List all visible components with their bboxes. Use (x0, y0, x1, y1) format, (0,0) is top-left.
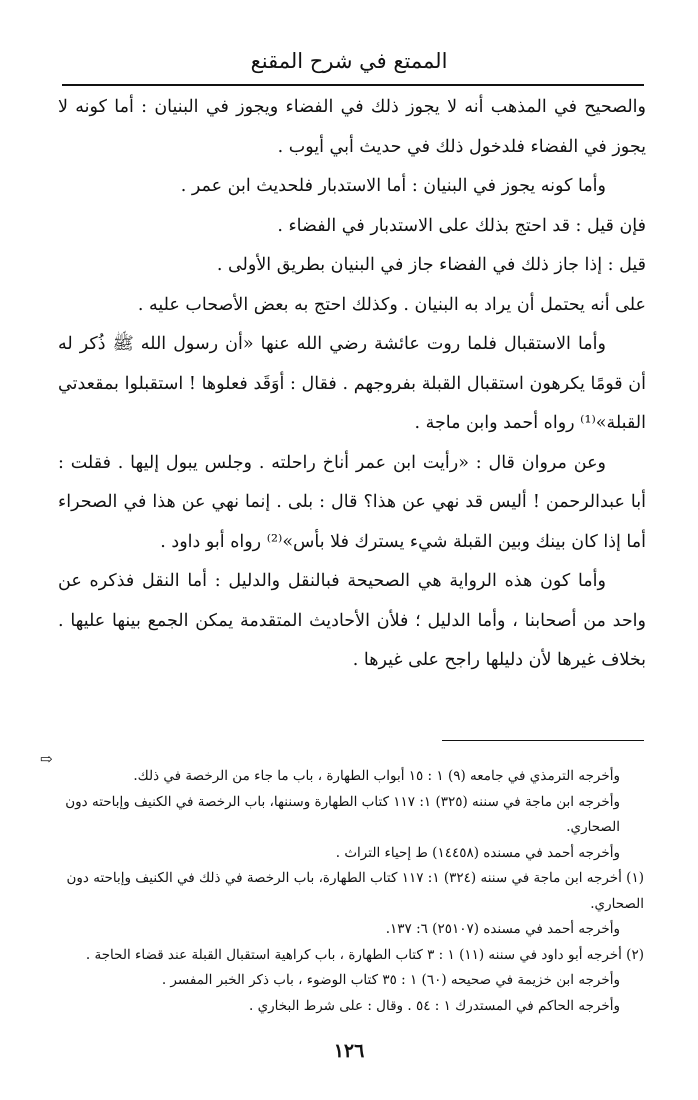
paragraph: وأما كونه يجوز في البنيان : أما الاستدبار فلحديث ابن عمر . (180, 176, 606, 196)
main-text (58, 88, 646, 681)
continuation-arrow-icon: ⇨ (40, 750, 53, 768)
paragraph: قيل : إذا جاز ذلك في الفضاء جاز في البنيان بطريق الأولى . (216, 255, 646, 275)
paragraph: والصحيح في المذهب أنه لا يجوز ذلك في الفضاء ويجوز في البنيان : أما كونه لا يجوز في الفضاء فلدخول ذلك في حديث أبي أيوب . (58, 97, 646, 157)
footnote-line: وأخرجه الحاكم في المستدرك ١ : ٥٤ . وقال : على شرط البخاري . (249, 997, 620, 1014)
footnote-rule (442, 740, 644, 741)
paragraph: وأما الاستقبال فلما روت عائشة رضي الله عنها «أن رسول الله ﷺ ذُكر له أن قومًا يكرهون استقبال القبلة بفروجهم . فقال : أوَقَد فعلوها ! استقبلوا بمقعدتي القبلة»⁽¹⁾ رواه أحمد وابن ماجة . (58, 334, 646, 433)
footnote-line: وأخرجه الترمذي في جامعه (٩) ١ : ١٥ أبواب الطهارة ، باب ما جاء من الرخصة في ذلك. (133, 768, 620, 784)
footnote-line: وأخرجه أحمد في مسنده (٢٥١٠٧) ٦: ١٣٧. (385, 921, 620, 937)
paragraph: وأما كون هذه الرواية هي الصحيحة فبالنقل والدليل : أما النقل فذكره عن واحد من أصحابنا ، وأما الدليل ؛ فلأن الأحاديث المتقدمة يمكن الجمع بينها عليها . بخلاف غيرها لأن دليلها راجح على غيرها . (58, 571, 646, 670)
footnotes (54, 764, 644, 1019)
running-header-title: الممتع في شرح المقنع (250, 49, 448, 73)
footnote-2: (٢) أخرجه أبو داود في سننه (١١) ١ : ٣ كتاب الطهارة ، باب كراهية استقبال القبلة عند قضاء الحاجة . (85, 946, 644, 963)
paragraph: وعن مروان قال : «رأيت ابن عمر أناخ راحلته . وجلس يبول إليها . فقلت : أبا عبدالرحمن ! أليس قد نهي عن هذا؟ قال : بلى . إنما نهي عن هذا في الصحراء أما إذا كان بينك وبين القبلة شيء يسترك فلا بأس»⁽²⁾ رواه أبو داود . (58, 452, 646, 552)
paragraph: على أنه يحتمل أن يراد به البنيان . وكذلك احتج به بعض الأصحاب عليه . (137, 294, 646, 315)
header-rule (62, 84, 644, 86)
footnote-line: وأخرجه أحمد في مسنده (١٤٤٥٨) ط إحياء التراث . (335, 844, 620, 861)
page-number: ١٢٦ (333, 1040, 365, 1062)
footnote-line: وأخرجه ابن ماجة في سننه (٣٢٥) ١: ١١٧ كتاب الطهارة وسننها، باب الرخصة في الكنيف وإباحته دون الصحاري. (65, 793, 620, 835)
paragraph: فإن قيل : قد احتج بذلك على الاستدبار في الفضاء . (277, 215, 646, 236)
footnote-1: (١) أخرجه ابن ماجة في سننه (٣٢٤) ١: ١١٧ كتاب الطهارة، باب الرخصة في ذلك في الكنيف وإباحته دون الصحاري. (66, 870, 644, 912)
footnote-line: وأخرجه ابن خزيمة في صحيحه (٦٠) ١ : ٣٥ كتاب الوضوء ، باب ذكر الخبر المفسر . (161, 972, 620, 988)
